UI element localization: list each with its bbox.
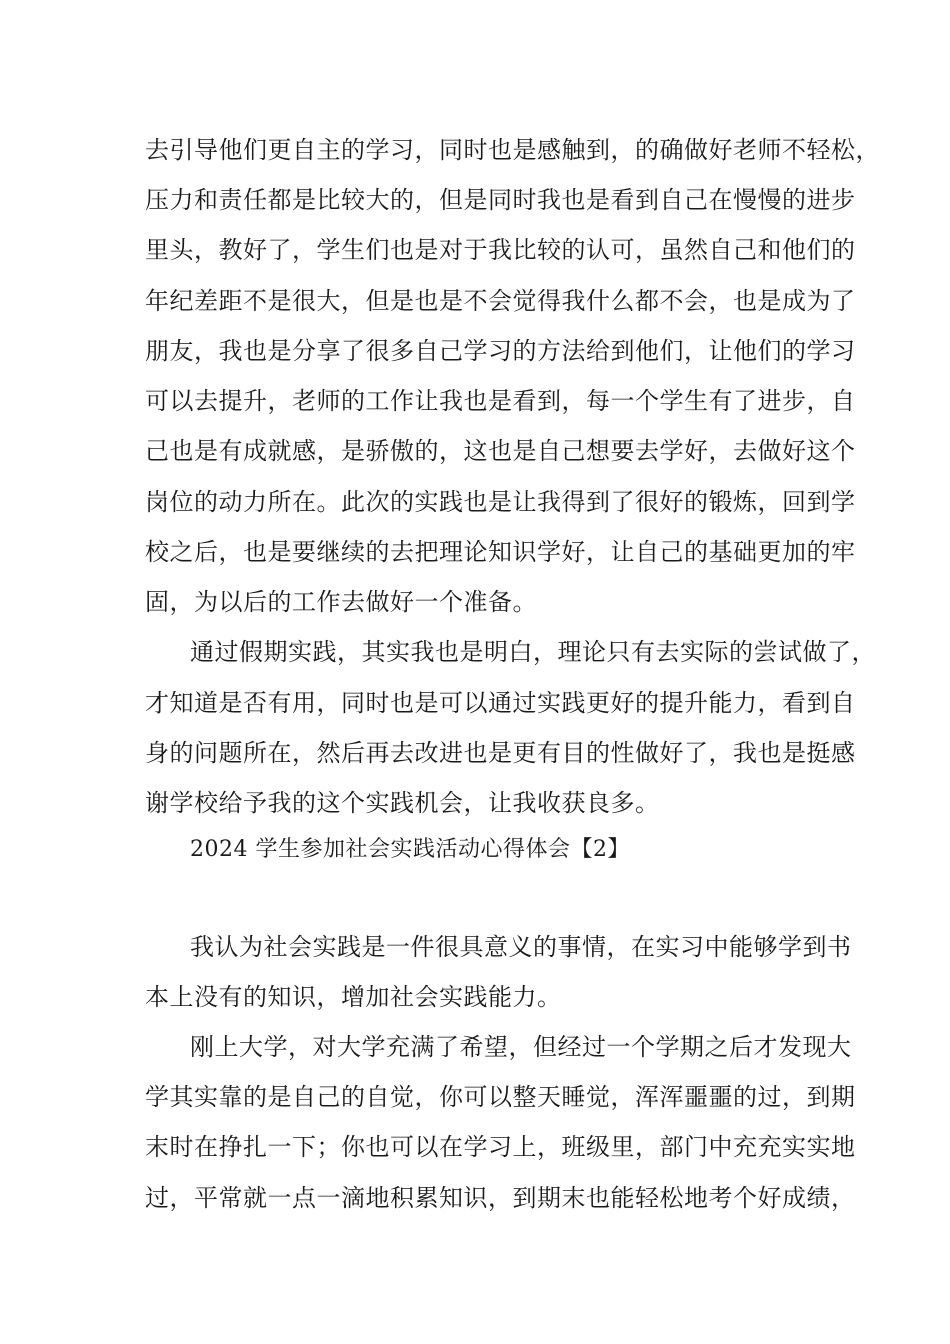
section-heading: 2024 学生参加社会实践活动心得体会【2】: [190, 837, 630, 862]
paragraph-line: 末时在挣扎一下；你也可以在学习上，班级里，部门中充充实实地: [145, 1133, 856, 1161]
paragraph-line: 固，为以后的工作去做好一个准备。: [145, 588, 537, 616]
paragraph-line: 可以去提升，老师的工作让我也是看到，每一个学生有了进步，自: [145, 387, 856, 415]
paragraph-line: 谢学校给予我的这个实践机会，让我收获良多。: [145, 789, 660, 817]
paragraph-line: 校之后，也是要继续的去把理论知识学好，让自己的基础更加的牢: [145, 538, 856, 566]
paragraph-line: 学其实靠的是自己的自觉，你可以整天睡觉，浑浑噩噩的过，到期: [145, 1083, 856, 1111]
paragraph-line: 里头，教好了，学生们也是对于我比较的认可，虽然自己和他们的: [145, 236, 856, 264]
paragraph-line: 身的问题所在，然后再去改进也是更有目的性做好了，我也是挺感: [145, 739, 856, 767]
paragraph-line: 己也是有成就感，是骄傲的，这也是自己想要去学好，去做好这个: [145, 437, 856, 465]
paragraph-line: 朋友，我也是分享了很多自己学习的方法给到他们，让他们的学习: [145, 337, 856, 365]
paragraph-line: 去引导他们更自主的学习，同时也是感触到，的确做好老师不轻松，: [145, 136, 880, 164]
paragraph-line: 岗位的动力所在。此次的实践也是让我得到了很好的锻炼，回到学: [145, 488, 856, 516]
paragraph-line: 过，平常就一点一滴地积累知识，到期末也能轻松地考个好成绩，: [145, 1184, 856, 1212]
paragraph-line: 刚上大学，对大学充满了希望，但经过一个学期之后才发现大: [190, 1033, 852, 1061]
paragraph-line: 我认为社会实践是一件很具意义的事情，在实习中能够学到书: [190, 933, 852, 961]
paragraph-line: 年纪差距不是很大，但是也是不会觉得我什么都不会，也是成为了: [145, 287, 856, 315]
paragraph-line: 才知道是否有用，同时也是可以通过实践更好的提升能力，看到自: [145, 689, 856, 717]
paragraph-line: 通过假期实践，其实我也是明白，理论只有去实际的尝试做了，: [190, 638, 876, 666]
paragraph-line: 本上没有的知识，增加社会实践能力。: [145, 983, 562, 1011]
paragraph-line: 压力和责任都是比较大的，但是同时我也是看到自己在慢慢的进步: [145, 186, 856, 214]
